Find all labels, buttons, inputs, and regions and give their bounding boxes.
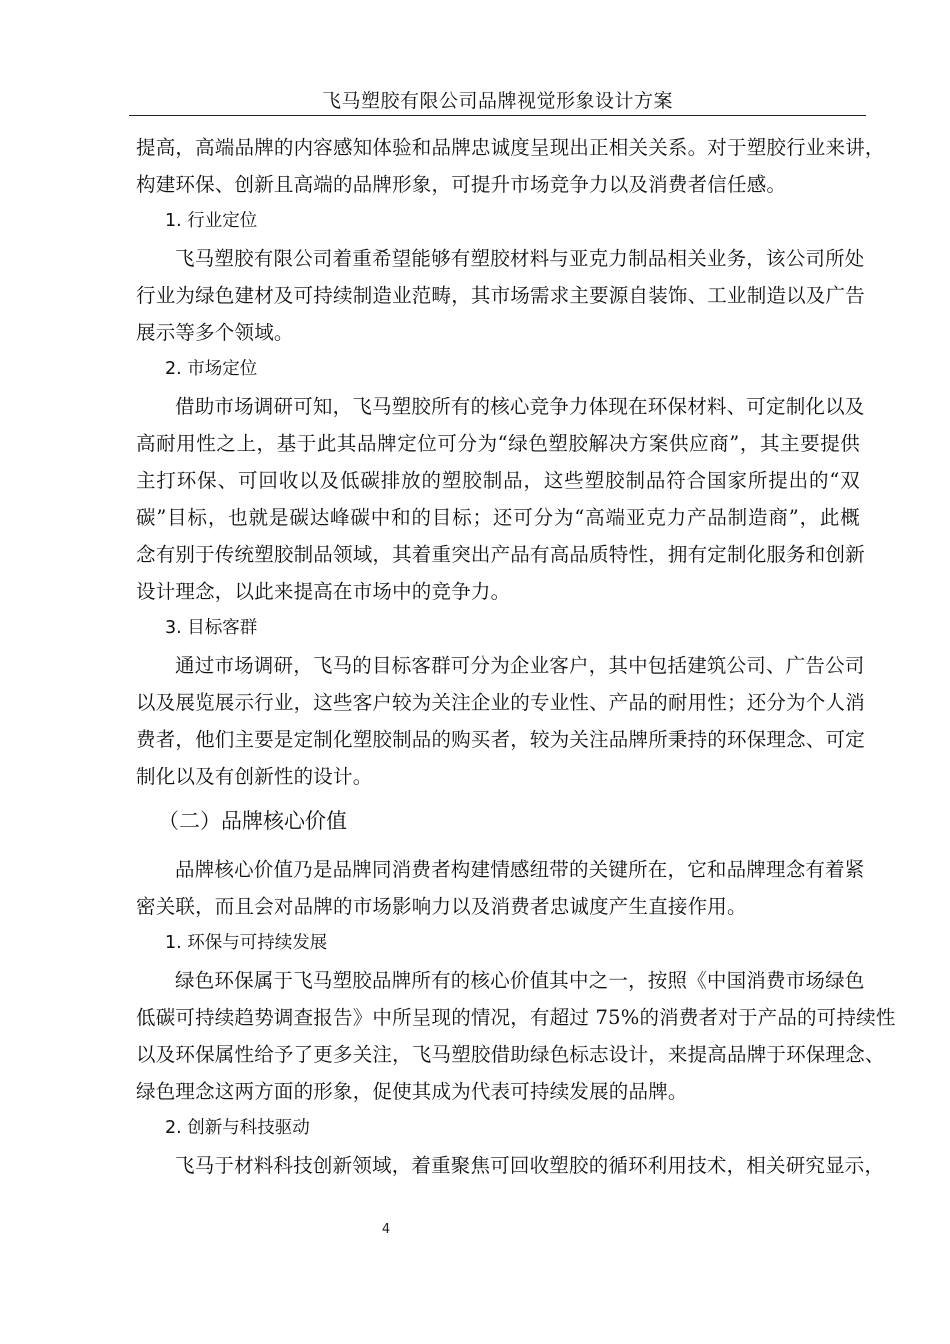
- paragraph-line: 以及展览展示行业，这些客户较为关注企业的专业性、产品的耐用性；还分为个人消: [136, 691, 865, 714]
- paragraph-industry-positioning: [136, 240, 865, 351]
- paragraph-line: 费者，他们主要是定制化塑胶制品的购买者，较为关注品牌所秉持的环保理念、可定: [136, 728, 865, 751]
- paragraph-line: 主打环保、可回收以及低碳排放的塑胶制品，这些塑胶制品符合国家所提出的“双: [136, 469, 860, 492]
- paragraph-line: 展示等多个领域。: [136, 321, 294, 344]
- subheading-innovation-tech: 2. 创新与科技驱动: [165, 1118, 310, 1138]
- paragraph-line: 设计理念，以此来提高在市场中的竞争力。: [136, 580, 511, 603]
- paragraph-line: 高耐用性之上，基于此其品牌定位可分为“绿色塑胶解决方案供应商”，其主要提供: [136, 432, 860, 455]
- paragraph-line: 绿色环保属于飞马塑胶品牌所有的核心价值其中之一，按照《中国消费市场绿色: [175, 969, 865, 992]
- section-heading-brand-core-value: （二）品牌核心价值: [158, 809, 347, 833]
- paragraph-line: 行业为绿色建材及可持续制造业范畴，其市场需求主要源自装饰、工业制造以及广告: [136, 284, 865, 307]
- paragraph-line: 碳”目标，也就是碳达峰碳中和的目标；还可分为“高端亚克力产品制造商”，此概: [136, 506, 860, 529]
- paragraph-core-value-intro: [136, 851, 865, 925]
- header-divider: [129, 115, 866, 116]
- intro-paragraph: [136, 129, 885, 203]
- paragraph-line: 构建环保、创新且高端的品牌形象，可提升市场竞争力以及消费者信任感。: [136, 173, 787, 196]
- paragraph-line: 提高，高端品牌的内容感知体验和品牌忠诚度呈现出正相关关系。对于塑胶行业来讲，: [136, 136, 885, 159]
- paragraph-innovation-tech: [136, 1147, 885, 1184]
- subheading-target-customers: 3. 目标客群: [165, 618, 258, 638]
- paragraph-market-positioning: [136, 388, 865, 610]
- paragraph-line: 通过市场调研，飞马的目标客群可分为企业客户，其中包括建筑公司、广告公司: [175, 654, 865, 677]
- subheading-industry-positioning: 1. 行业定位: [165, 211, 258, 231]
- page-number: 4: [381, 1222, 391, 1237]
- paragraph-line: 制化以及有创新性的设计。: [136, 765, 373, 788]
- paragraph-line: 品牌核心价值乃是品牌同消费者构建情感纽带的关键所在，它和品牌理念有着紧: [175, 858, 865, 881]
- subheading-market-positioning: 2. 市场定位: [165, 359, 258, 379]
- subheading-sustainability: 1. 环保与可持续发展: [165, 933, 328, 953]
- paragraph-target-customers: [136, 647, 865, 795]
- document-body: [136, 129, 896, 1184]
- running-header-title: 飞马塑胶有限公司品牌视觉形象设计方案: [321, 90, 673, 112]
- paragraph-line: 飞马塑胶有限公司着重希望能够有塑胶材料与亚克力制品相关业务，该公司所处: [175, 247, 865, 270]
- paragraph-sustainability: [136, 962, 896, 1110]
- paragraph-line: 借助市场调研可知，飞马塑胶所有的核心竞争力体现在环保材料、可定制化以及: [175, 395, 865, 418]
- paragraph-line: 密关联，而且会对品牌的市场影响力以及消费者忠诚度产生直接作用。: [136, 895, 747, 918]
- paragraph-line: 绿色理念这两方面的形象，促使其成为代表可持续发展的品牌。: [136, 1080, 688, 1103]
- paragraph-line: 念有别于传统塑胶制品领域，其着重突出产品有高品质特性，拥有定制化服务和创新: [136, 543, 865, 566]
- paragraph-line: 低碳可持续趋势调查报告》中所呈现的情况，有超过 75%的消费者对于产品的可持续性: [136, 1006, 896, 1029]
- paragraph-line: 以及环保属性给予了更多关注，飞马塑胶借助绿色标志设计，来提高品牌于环保理念、: [136, 1043, 885, 1066]
- paragraph-line: 飞马于材料科技创新领域，着重聚焦可回收塑胶的循环利用技术，相关研究显示，: [175, 1154, 885, 1177]
